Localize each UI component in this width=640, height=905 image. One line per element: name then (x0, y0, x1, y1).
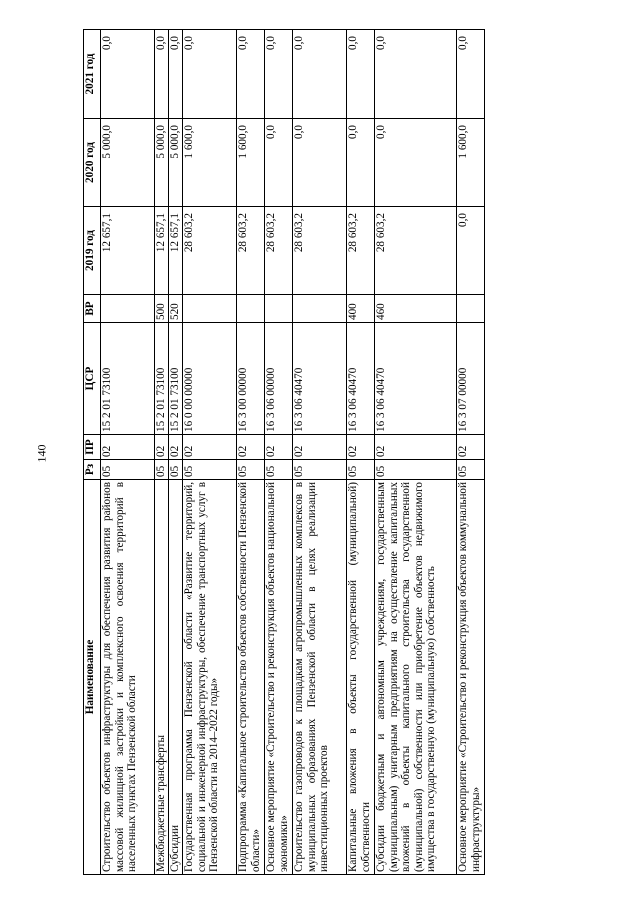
cell-csr: 16 3 00 00000 (237, 323, 265, 435)
cell-rz: 05 (237, 460, 265, 480)
cell-name: Межбюджетные трансферты (155, 480, 169, 875)
table-row (293, 30, 347, 875)
cell-rz: 05 (457, 460, 485, 480)
cell-csr: 15 2 01 73100 (101, 323, 155, 435)
cell-2021: 0,0 (101, 30, 155, 119)
table-row (101, 30, 155, 875)
cell-2021: 0,0 (169, 30, 183, 119)
cell-2019: 28 603,2 (265, 207, 293, 295)
cell-2020: 5 000,0 (169, 119, 183, 207)
budget-table (83, 29, 485, 875)
cell-2020: 1 600,0 (457, 119, 485, 207)
table-row (183, 30, 237, 875)
cell-2020: 5 000,0 (101, 119, 155, 207)
cell-2019: 28 603,2 (293, 207, 347, 295)
cell-2019: 28 603,2 (183, 207, 237, 295)
cell-2019: 12 657,1 (155, 207, 169, 295)
header-csr: ЦСР (84, 323, 101, 435)
cell-rz: 05 (265, 460, 293, 480)
header-rz: Рз (84, 460, 101, 480)
cell-vr (265, 295, 293, 323)
cell-pr: 02 (265, 435, 293, 460)
cell-2021: 0,0 (375, 30, 457, 119)
cell-2019: 28 603,2 (347, 207, 375, 295)
cell-vr: 500 (155, 295, 169, 323)
cell-2019: 28 603,2 (237, 207, 265, 295)
cell-vr: 520 (169, 295, 183, 323)
cell-name: Строительство газопроводов к площадкам агропромышленных комплексов в муниципальных образованиях Пензенской области в целях реализации инвестиционных проектов (293, 480, 347, 875)
cell-rz: 05 (169, 460, 183, 480)
cell-2020: 0,0 (265, 119, 293, 207)
cell-csr: 15 2 01 73100 (155, 323, 169, 435)
table-row (347, 30, 375, 875)
cell-rz: 05 (347, 460, 375, 480)
header-2020: 2020 год (84, 119, 101, 207)
cell-2020: 5 000,0 (155, 119, 169, 207)
cell-2021: 0,0 (183, 30, 237, 119)
cell-name: Государственная программа Пензенской области «Развитие территорий, социальной и инженерной инфраструктуры, обеспечение транспортных услуг в Пензенской области на 2014–2022 годы» (183, 480, 237, 875)
cell-csr: 16 3 06 40470 (347, 323, 375, 435)
cell-name: Подпрограмма «Капитальное строительство объектов собственности Пензенской области» (237, 480, 265, 875)
cell-name: Субсидии бюджетным и автономным учреждениям, государственным (муниципальным) унитарным предприятиям на осуществление капитальных вложений в объекты капитального строительства государственной (муниципальной) собственности или приобретение объектов недвижимого имущества в государственную (муниципальную) собственность (375, 480, 457, 875)
table-row (265, 30, 293, 875)
cell-csr: 16 3 06 40470 (293, 323, 347, 435)
cell-2020: 0,0 (347, 119, 375, 207)
cell-2021: 0,0 (347, 30, 375, 119)
cell-2021: 0,0 (155, 30, 169, 119)
cell-name: Строительство объектов инфраструктуры для обеспечения развития районов массовой жилищной застройки и комплексного освоения территорий в населенных пунктах Пензенской области (101, 480, 155, 875)
cell-vr: 460 (375, 295, 457, 323)
table-header-row (84, 30, 101, 875)
table-row (457, 30, 485, 875)
header-pr: ПР (84, 435, 101, 460)
cell-vr (457, 295, 485, 323)
cell-name: Основное мероприятие «Строительство и реконструкция объектов коммунальной инфраструктуры» (457, 480, 485, 875)
cell-2021: 0,0 (237, 30, 265, 119)
cell-vr (237, 295, 265, 323)
cell-pr: 02 (237, 435, 265, 460)
cell-2020: 0,0 (293, 119, 347, 207)
cell-name: Капитальные вложения в объекты государственной (муниципальной) собственности (347, 480, 375, 875)
cell-name: Субсидии (169, 480, 183, 875)
cell-vr: 400 (347, 295, 375, 323)
cell-csr: 16 3 06 00000 (265, 323, 293, 435)
cell-pr: 02 (169, 435, 183, 460)
table-row (375, 30, 457, 875)
rotated-page-content (83, 30, 536, 875)
cell-csr: 16 3 07 00000 (457, 323, 485, 435)
cell-vr (101, 295, 155, 323)
cell-rz: 05 (183, 460, 237, 480)
cell-pr: 02 (101, 435, 155, 460)
cell-rz: 05 (155, 460, 169, 480)
cell-name: Основное мероприятие «Строительство и реконструкция объектов национальной экономики» (265, 480, 293, 875)
cell-rz: 05 (375, 460, 457, 480)
cell-vr (293, 295, 347, 323)
cell-pr: 02 (375, 435, 457, 460)
cell-2019: 0,0 (457, 207, 485, 295)
page-number: 140 (34, 444, 49, 462)
table-row (237, 30, 265, 875)
cell-2021: 0,0 (457, 30, 485, 119)
cell-csr: 15 2 01 73100 (169, 323, 183, 435)
table-row (169, 30, 183, 875)
cell-2021: 0,0 (293, 30, 347, 119)
cell-2021: 0,0 (265, 30, 293, 119)
cell-pr: 02 (183, 435, 237, 460)
cell-csr: 16 0 00 00000 (183, 323, 237, 435)
table-row (155, 30, 169, 875)
cell-pr: 02 (293, 435, 347, 460)
cell-2019: 12 657,1 (169, 207, 183, 295)
header-vr: ВР (84, 295, 101, 323)
cell-2020: 1 600,0 (237, 119, 265, 207)
header-2019: 2019 год (84, 207, 101, 295)
cell-pr: 02 (457, 435, 485, 460)
cell-rz: 05 (101, 460, 155, 480)
cell-vr (183, 295, 237, 323)
cell-2020: 0,0 (375, 119, 457, 207)
cell-pr: 02 (155, 435, 169, 460)
cell-pr: 02 (347, 435, 375, 460)
cell-2020: 1 600,0 (183, 119, 237, 207)
cell-csr: 16 3 06 40470 (375, 323, 457, 435)
cell-2019: 12 657,1 (101, 207, 155, 295)
cell-2019: 28 603,2 (375, 207, 457, 295)
cell-rz: 05 (293, 460, 347, 480)
header-2021: 2021 год (84, 30, 101, 119)
header-name: Наименование (84, 480, 101, 875)
